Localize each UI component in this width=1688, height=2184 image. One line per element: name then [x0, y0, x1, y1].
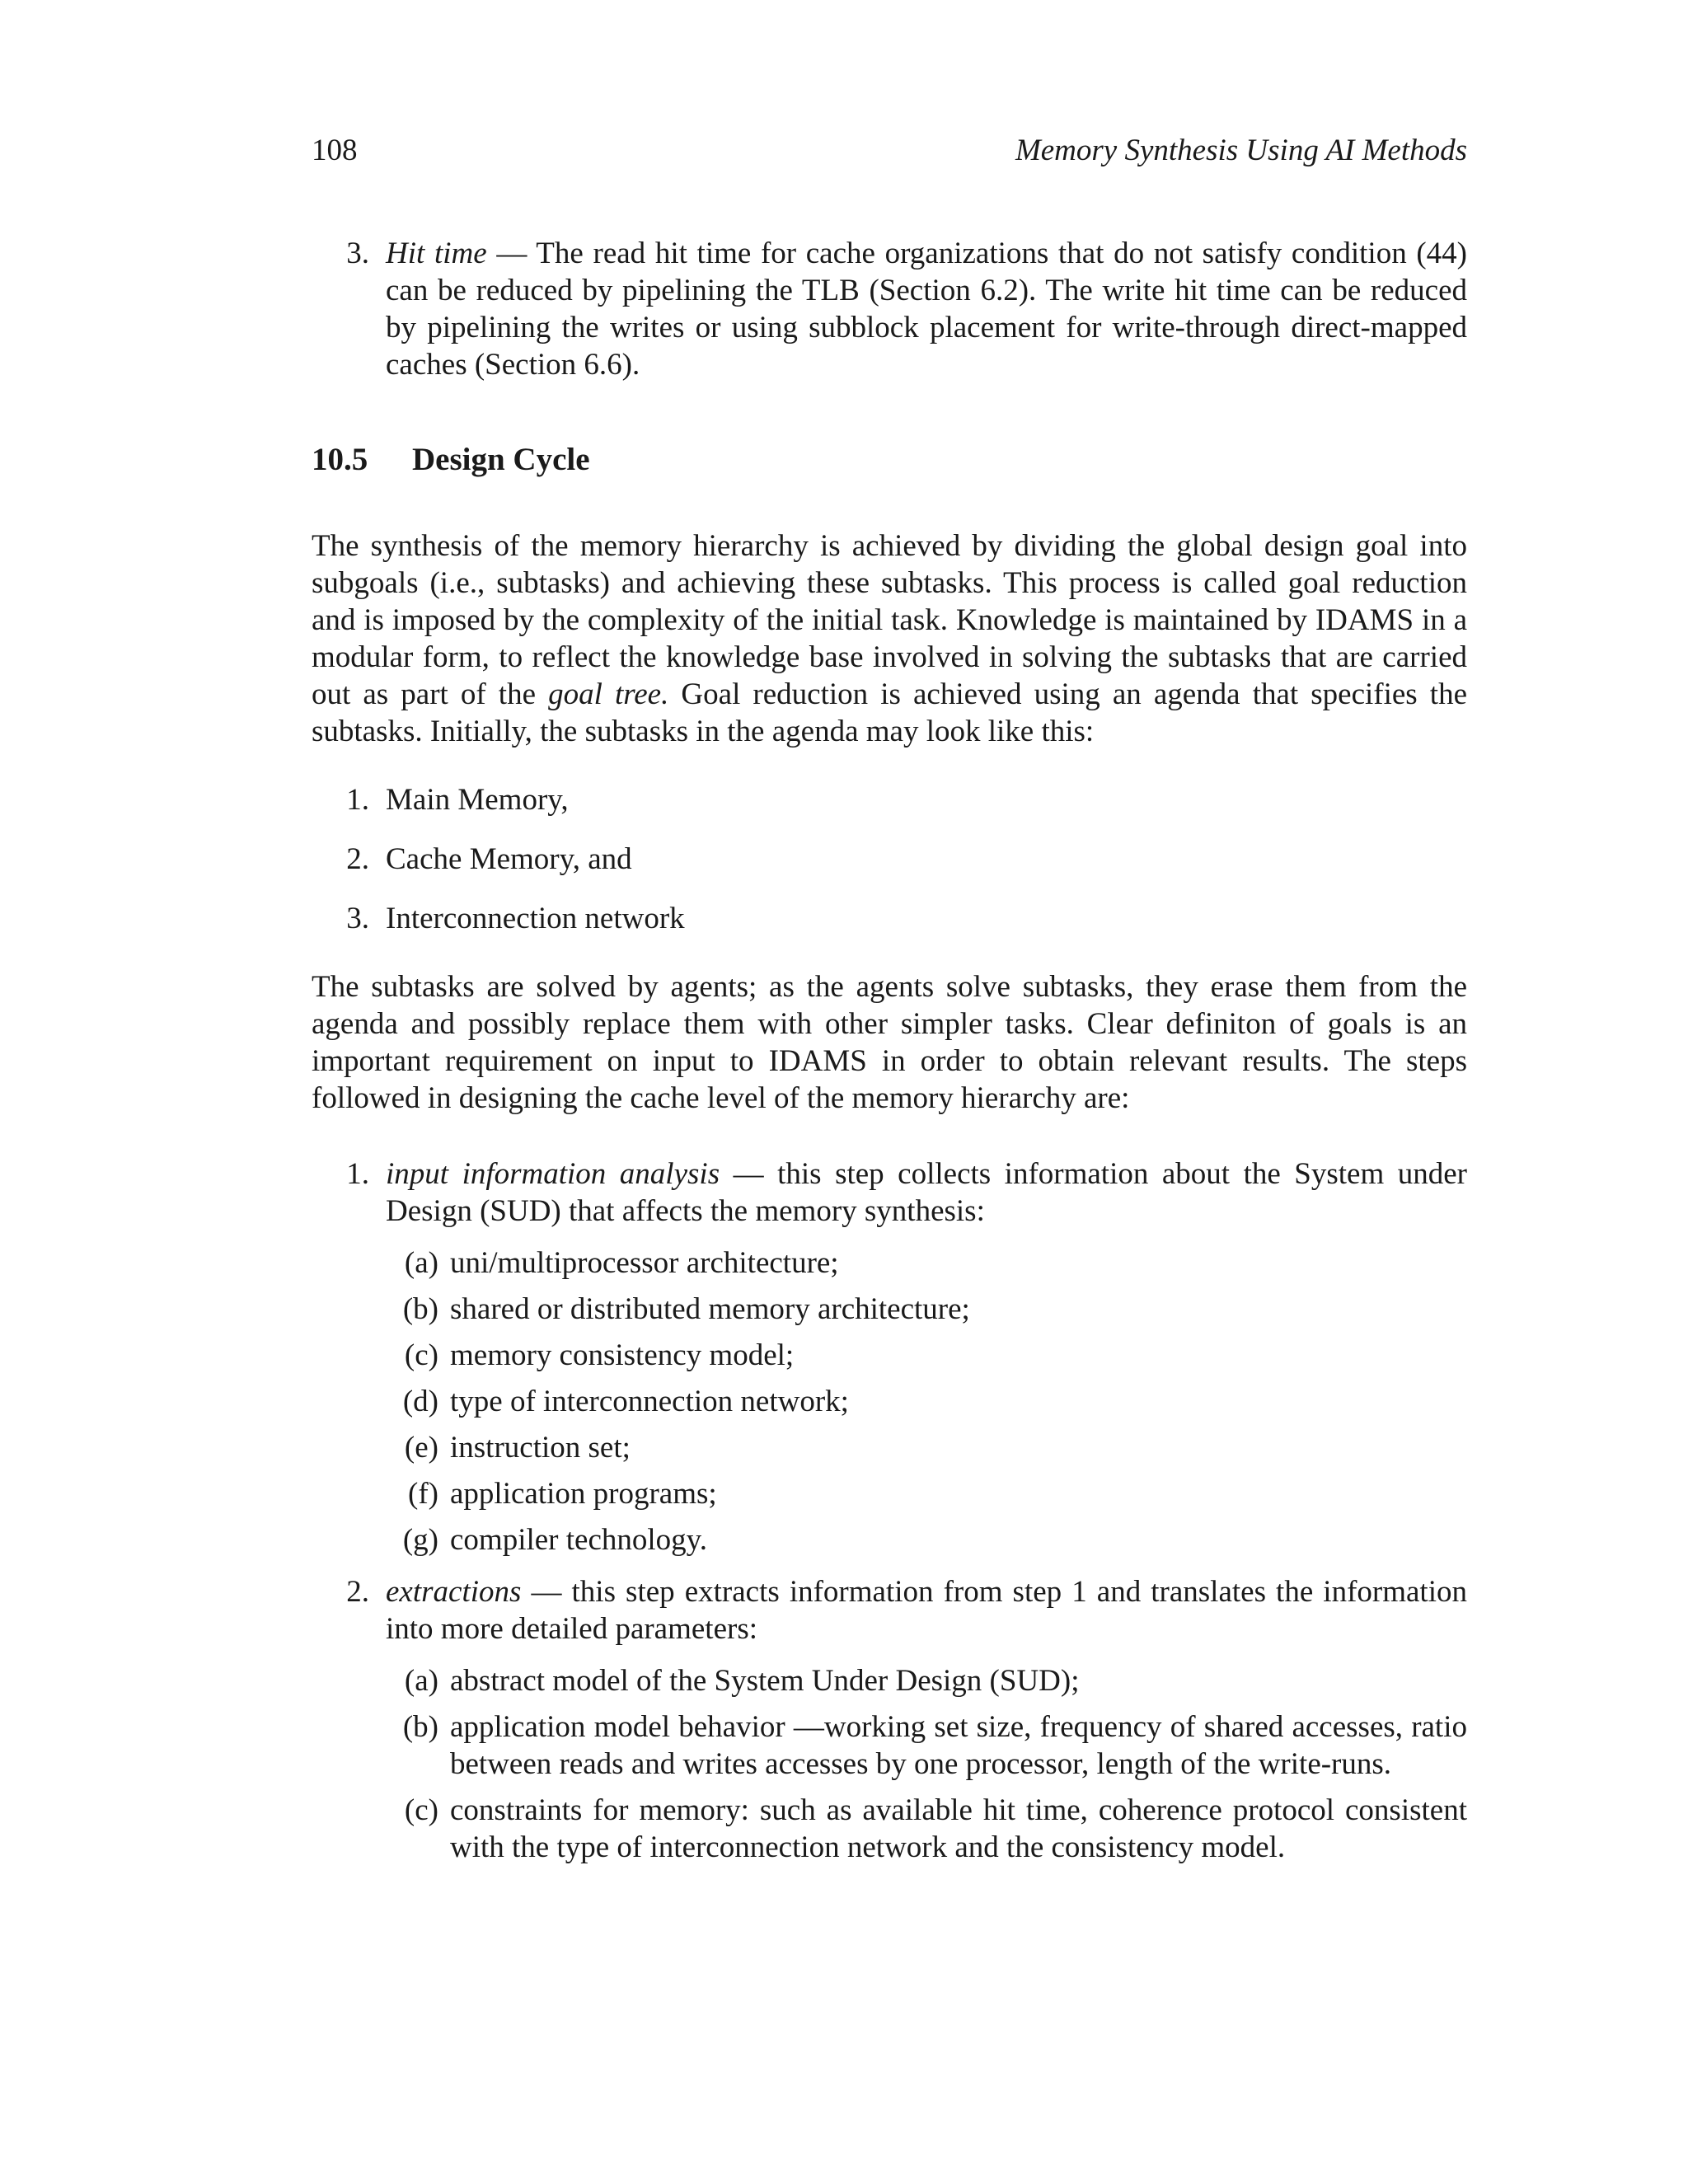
list-item-text: — this step collects information about the System under Design (SUD) that affects the memory synthesis:	[386, 1157, 1468, 1228]
sub-item	[312, 1291, 1467, 1328]
sub-item-text: memory consistency model;	[450, 1338, 795, 1372]
list-item	[312, 841, 1467, 878]
list-number: 2.	[346, 1575, 369, 1609]
design-steps-list	[312, 1155, 1467, 1866]
sub-item-label: (c)	[404, 1793, 438, 1827]
sub-item	[312, 1475, 1467, 1512]
step-item	[312, 1155, 1467, 1230]
sub-item-label: (a)	[404, 1664, 438, 1698]
sub-item-text: instruction set;	[450, 1431, 631, 1465]
sub-item-text: abstract model of the System Under Design (SUD);	[450, 1664, 1080, 1698]
sub-item	[312, 1708, 1467, 1783]
list-item	[312, 781, 1467, 818]
running-title: Memory Synthesis Using AI Methods	[1015, 134, 1467, 167]
list-number: 2.	[346, 842, 369, 876]
sub-list	[312, 1244, 1467, 1558]
page-number: 108	[312, 134, 358, 167]
sub-item-label: (g)	[402, 1523, 438, 1557]
list-item-term: Hit time	[386, 237, 487, 270]
paragraph-text: The synthesis of the memory hierarchy is achieved by dividing the global design goal into subgoals (i.e., subtasks) and achieving these subtasks. This process is called goal reduction and is imposed by the complexity of the initial task. Knowledge is maintained by IDAMS in a modular form, to reflect the knowledge base involved in solving the subtasks that are carried out as part of the	[312, 529, 1467, 711]
paragraph-text: Goal reduction is achieved using an agenda that specifies the subtasks. Initially, the subtasks in the agenda may look like this:	[312, 677, 1467, 748]
sub-item-label: (b)	[402, 1710, 438, 1744]
list-number: 1.	[346, 1157, 369, 1191]
sub-item-text: shared or distributed memory architecture;	[450, 1292, 970, 1326]
running-header	[312, 132, 1467, 169]
sub-item-text: application programs;	[450, 1477, 717, 1511]
list-item-text: — this step extracts information from step 1 and translates the information into more detailed parameters:	[386, 1575, 1467, 1646]
sub-item	[312, 1244, 1467, 1282]
paragraph-agents: The subtasks are solved by agents; as the agents solve subtasks, they erase them from the agenda and possibly replace them with other simpler tasks. Clear definiton of goals is an important requirement on input to IDAMS in order to obtain relevant results. The steps followed in designing the cache level of the memory hierarchy are:	[312, 970, 1467, 1115]
sub-item	[312, 1337, 1467, 1374]
agenda-list	[312, 781, 1467, 937]
list-item	[312, 900, 1467, 937]
sub-item-label: (f)	[408, 1477, 438, 1511]
sub-item-label: (b)	[402, 1292, 438, 1326]
list-item-body	[386, 1155, 1467, 1230]
sub-item	[312, 1662, 1467, 1699]
section-title: Design Cycle	[412, 442, 590, 477]
list-number: 1.	[346, 783, 369, 817]
hit-time-item	[312, 235, 1467, 383]
sub-item-text: constraints for memory: such as available hit time, coherence protocol consistent with the type of interconnection network and the consistency model.	[450, 1793, 1467, 1864]
list-item-term: extractions	[386, 1575, 522, 1609]
step-item	[312, 1573, 1467, 1647]
paragraph-goal-reduction	[312, 527, 1467, 750]
list-item-text: Cache Memory, and	[386, 842, 632, 876]
list-item-body	[386, 235, 1467, 383]
sub-item	[312, 1521, 1467, 1558]
sub-item-label: (a)	[404, 1246, 438, 1280]
sub-item-text: uni/multiprocessor architecture;	[450, 1246, 839, 1280]
paragraph-emphasis: goal tree.	[548, 677, 669, 711]
section-number: 10.5	[312, 442, 368, 477]
sub-item-text: application model behavior —working set size, frequency of shared accesses, ratio between reads and writes accesses by one processor, length of the write-runs.	[450, 1710, 1467, 1781]
sub-list	[312, 1662, 1467, 1866]
sub-item	[312, 1792, 1467, 1866]
list-item-text: Interconnection network	[386, 902, 685, 935]
sub-item	[312, 1383, 1467, 1420]
document-page	[312, 124, 1467, 1881]
sub-item-text: compiler technology.	[450, 1523, 708, 1557]
list-number: 3.	[346, 237, 369, 270]
list-item-text: Main Memory,	[386, 783, 569, 817]
sub-item-label: (d)	[402, 1385, 438, 1418]
sub-item	[312, 1429, 1467, 1466]
list-item-text: — The read hit time for cache organizations that do not satisfy condition (44) can be reduced by pipelining the TLB (Section 6.2). The write hit time can be reduced by pipelining the writes or using subblock placement for write-through direct-mapped caches (Section 6.6).	[386, 237, 1468, 382]
section-heading	[312, 441, 1467, 478]
sub-item-text: type of interconnection network;	[450, 1385, 849, 1418]
list-item-term: input information analysis	[386, 1157, 720, 1191]
list-item-body	[386, 1573, 1467, 1647]
sub-item-label: (c)	[404, 1338, 438, 1372]
sub-item-label: (e)	[404, 1431, 438, 1465]
list-number: 3.	[346, 902, 369, 935]
